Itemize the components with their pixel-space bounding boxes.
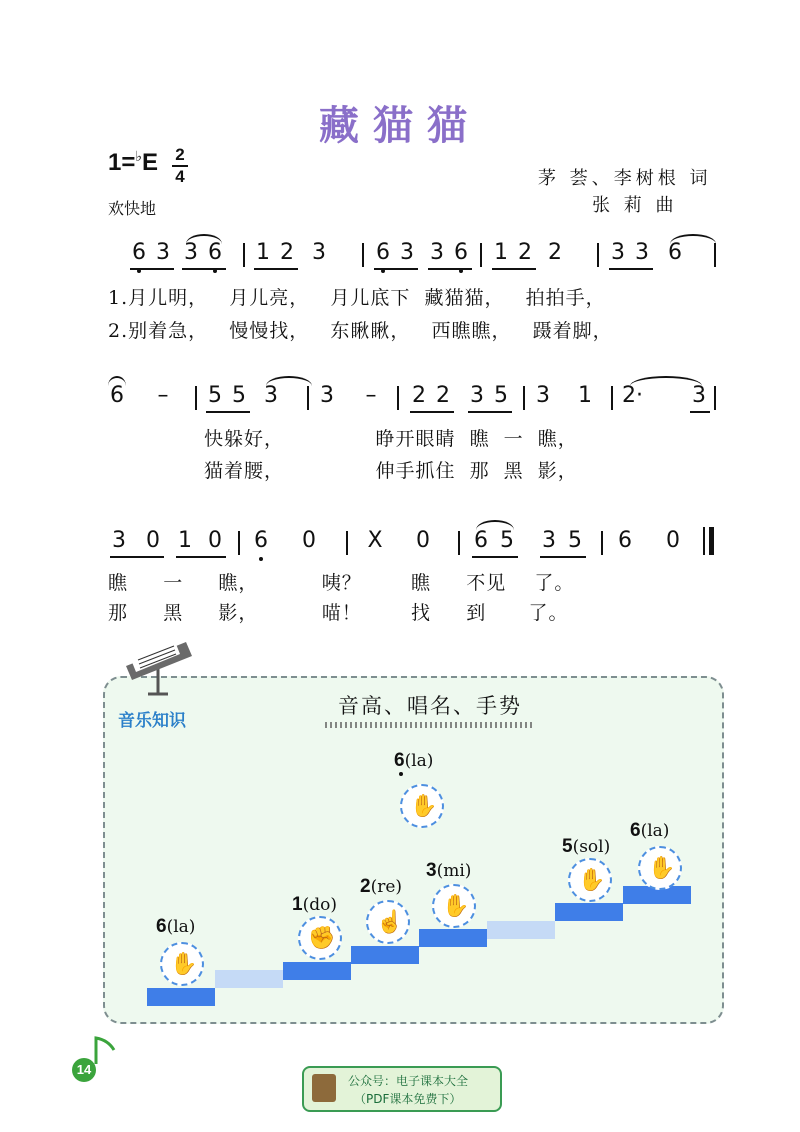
note: 0 xyxy=(208,528,222,553)
solfege-name: (re) xyxy=(370,877,403,897)
heading-underline xyxy=(325,722,535,728)
note: 3 xyxy=(542,528,556,553)
song-title: 藏猫猫 xyxy=(319,103,481,149)
book-icon xyxy=(312,1074,336,1102)
note: 3 xyxy=(184,240,198,265)
note: 1 xyxy=(256,240,270,265)
pitch-number: 3 xyxy=(426,860,437,881)
barline xyxy=(243,243,245,267)
barline xyxy=(195,386,197,410)
note: 6 xyxy=(618,528,632,553)
hand-sign-sol xyxy=(568,858,612,902)
note: 6 xyxy=(250,528,272,553)
barline xyxy=(458,531,460,555)
note: 3 xyxy=(312,240,326,265)
pitch-number: 5 xyxy=(562,836,573,857)
solfege-name: (do) xyxy=(302,895,337,915)
note: 3 xyxy=(320,383,334,408)
note: 5 xyxy=(232,383,246,408)
pitch-number: 6 xyxy=(394,750,405,771)
barline xyxy=(307,386,309,410)
slur xyxy=(476,520,514,530)
music-stand-icon xyxy=(118,634,198,696)
note: 6 xyxy=(110,383,124,408)
solfege-name: (la) xyxy=(640,821,670,841)
note: 2· xyxy=(622,383,643,408)
barline xyxy=(480,243,482,267)
lyric-verse-2: 那 黑 影， 喵！ 找 到 了。 xyxy=(108,602,569,624)
note: 3 xyxy=(470,383,484,408)
note: – xyxy=(157,383,169,408)
key-prefix: 1= xyxy=(108,149,136,176)
note: 3 xyxy=(692,383,706,408)
step xyxy=(351,946,419,964)
key-note: E xyxy=(141,149,158,176)
tie xyxy=(670,234,716,244)
barline xyxy=(611,386,613,410)
hand-icon: ✋ xyxy=(442,894,470,919)
step xyxy=(555,903,623,921)
pitch-label-re xyxy=(360,876,402,898)
note: 1 xyxy=(178,528,192,553)
hand-sign-low-la xyxy=(160,942,204,986)
hand-sign-re xyxy=(366,900,410,944)
lyricist-credit: 茅 荟、李树根 词 xyxy=(538,168,712,189)
note: – xyxy=(365,383,377,408)
badge-line-2: （PDF课本免费下） xyxy=(354,1092,462,1106)
barline xyxy=(346,531,348,555)
pitch-number: 6 xyxy=(156,916,167,937)
hand-icon: ☝ xyxy=(376,910,404,935)
note: 3 xyxy=(611,240,625,265)
barline xyxy=(714,386,716,410)
note: 1 xyxy=(578,383,592,408)
music-note-icon xyxy=(92,1034,118,1074)
note: 2 xyxy=(518,240,532,265)
lyric-verse-2: 2.别着急， 慢慢找， 东瞅瞅， 西瞧瞧， 蹑着脚， xyxy=(108,320,613,342)
note: 3 xyxy=(536,383,550,408)
barline xyxy=(523,386,525,410)
pitch-label-top-la xyxy=(394,750,433,772)
hand-icon: ✋ xyxy=(648,856,676,881)
barline xyxy=(714,243,716,267)
pitch-number: 6 xyxy=(630,820,641,841)
pitch-label-sol xyxy=(562,836,610,858)
section-heading: 音高、唱名、手势 xyxy=(338,694,522,718)
wechat-badge xyxy=(302,1066,502,1112)
tempo-marking: 欢快地 xyxy=(108,199,157,218)
note: 6 xyxy=(474,528,488,553)
lyric-verse-2: 猫着腰， 伸手抓住 那 黑 影， xyxy=(204,460,578,482)
step xyxy=(283,962,351,980)
barline xyxy=(597,243,599,267)
hand-icon: ✋ xyxy=(578,868,606,893)
note: 1 xyxy=(494,240,508,265)
note: 2 xyxy=(436,383,450,408)
key-signature xyxy=(108,148,158,177)
note: 3 xyxy=(264,383,278,408)
note: 3 xyxy=(112,528,126,553)
composer-credit: 张 莉 曲 xyxy=(592,195,678,216)
note: 3 xyxy=(635,240,649,265)
note: 6 xyxy=(372,240,394,265)
note: 5 xyxy=(568,528,582,553)
pitch-dot xyxy=(399,772,403,776)
badge-line-1: 公众号：电子课本大全 xyxy=(348,1074,469,1088)
note: 0 xyxy=(666,528,680,553)
time-signature xyxy=(172,146,188,186)
solfege-name: (la) xyxy=(166,917,196,937)
final-barline-thin xyxy=(703,527,705,555)
hand-sign-la xyxy=(638,846,682,890)
lyric-verse-1: 瞧 一 瞧， 咦？ 瞧 不见 了。 xyxy=(108,572,575,594)
note: 5 xyxy=(500,528,514,553)
barline xyxy=(601,531,603,555)
barline xyxy=(238,531,240,555)
barline xyxy=(362,243,364,267)
note: 0 xyxy=(416,528,430,553)
note: 6 xyxy=(204,240,226,265)
section-label: 音乐知识 xyxy=(118,711,186,731)
note: 2 xyxy=(280,240,294,265)
step xyxy=(215,970,283,988)
step xyxy=(147,988,215,1006)
page-number: 14 xyxy=(72,1058,96,1082)
note: 0 xyxy=(302,528,316,553)
pitch-number: 1 xyxy=(292,894,303,915)
note: 3 xyxy=(400,240,414,265)
note: 0 xyxy=(146,528,160,553)
meter-bottom: 4 xyxy=(175,167,185,186)
pitch-label-low-la xyxy=(156,916,195,938)
pitch-label-mi xyxy=(426,860,471,882)
solfege-name: (mi) xyxy=(436,861,472,881)
note: 5 xyxy=(208,383,222,408)
solfege-name: (la) xyxy=(404,751,434,771)
slur xyxy=(630,376,702,386)
pitch-label-do xyxy=(292,894,337,916)
flat-sign: ♭ xyxy=(135,148,142,164)
meter-top: 2 xyxy=(175,145,185,164)
hand-sign-do xyxy=(298,916,342,960)
lyric-verse-1: 1.月儿明， 月儿亮， 月儿底下 藏猫猫， 拍拍手， xyxy=(108,287,606,309)
pitch-number: 2 xyxy=(360,876,371,897)
note: X xyxy=(367,528,383,553)
note: 3 xyxy=(430,240,444,265)
note: 2 xyxy=(412,383,426,408)
step xyxy=(487,921,555,939)
hand-icon: ✊ xyxy=(308,926,336,951)
final-barline-thick xyxy=(709,527,714,555)
note: 5 xyxy=(494,383,508,408)
barline xyxy=(397,386,399,410)
hand-icon: ✋ xyxy=(170,952,198,977)
tie xyxy=(266,376,312,386)
note: 6 xyxy=(128,240,150,265)
pitch-label-la xyxy=(630,820,669,842)
hand-sign-mi xyxy=(432,884,476,928)
note: 6 xyxy=(450,240,472,265)
hand-icon: ✋ xyxy=(410,794,438,819)
slur xyxy=(186,234,222,244)
note: 6 xyxy=(668,240,682,265)
note: 2 xyxy=(548,240,562,265)
note: 3 xyxy=(156,240,170,265)
hand-sign-top-la xyxy=(400,784,444,828)
step xyxy=(419,929,487,947)
lyric-verse-1: 快躲好， 睁开眼睛 瞧 一 瞧， xyxy=(204,428,578,450)
solfege-name: (sol) xyxy=(572,837,611,857)
